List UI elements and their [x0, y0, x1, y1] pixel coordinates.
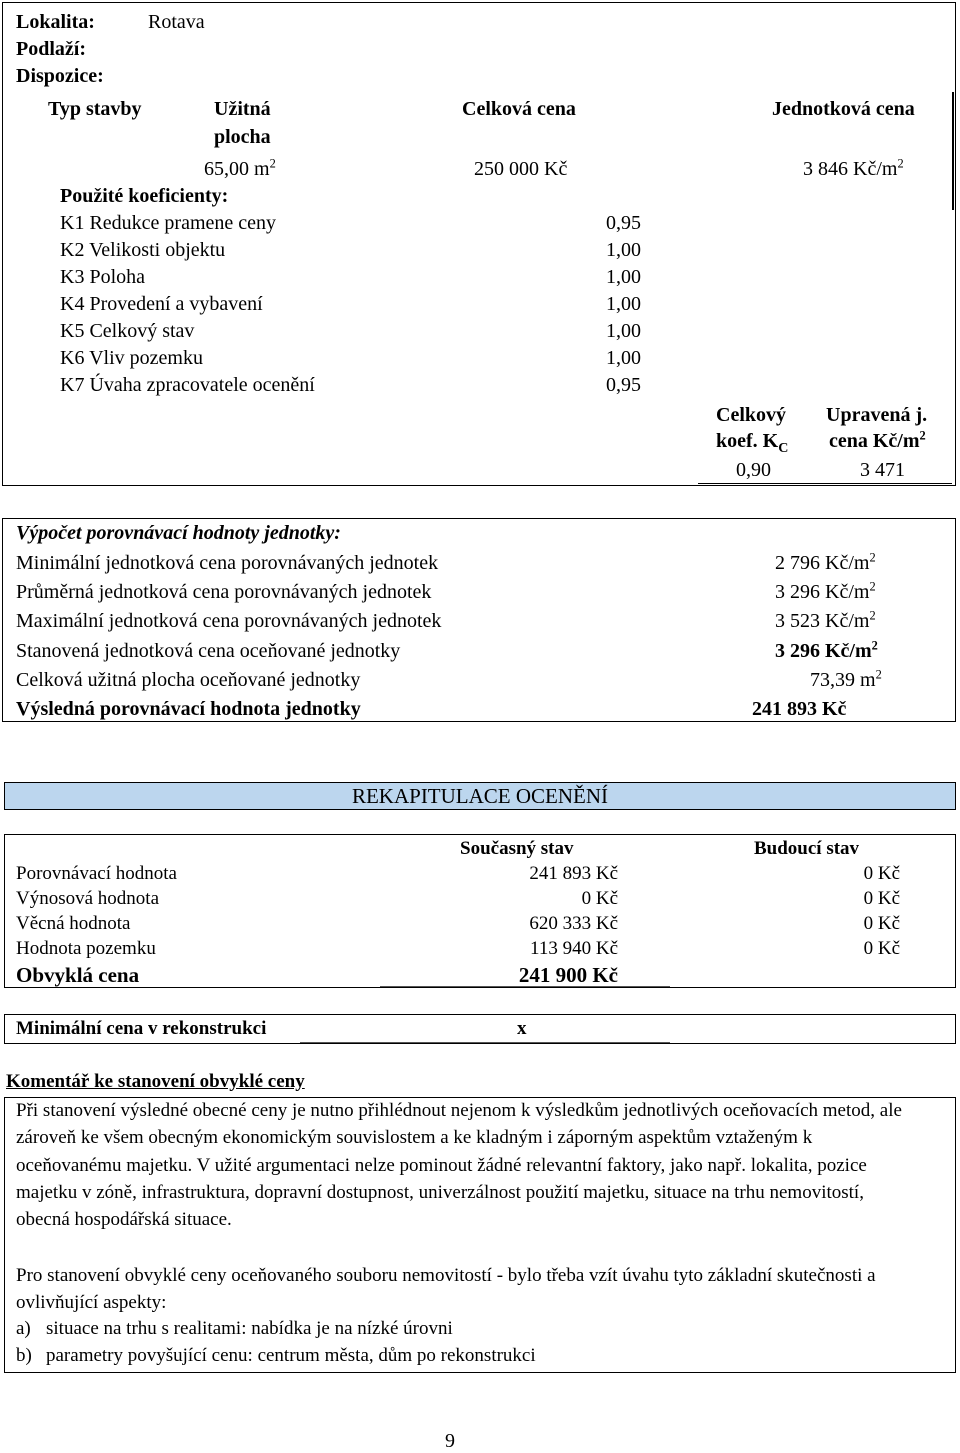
koef-label: K3 Poloha [60, 266, 145, 288]
rekap-row-soucasny: 241 893 Kč [529, 863, 618, 884]
vypocet-result-value: 241 893 Kč [752, 698, 847, 720]
upravena-cena-value: 3 471 [860, 459, 905, 481]
rekap-row-budouci: 0 Kč [863, 913, 900, 934]
vypocet-row-label: Celková užitná plocha oceňované jednotky [16, 669, 361, 691]
koef-value: 1,00 [606, 266, 641, 288]
rekap-row-label: Hodnota pozemku [16, 938, 156, 959]
koef-label: K5 Celkový stav [60, 320, 195, 342]
podlazi-label: Podlaží: [16, 38, 86, 60]
koef-label: K6 Vliv pozemku [60, 347, 203, 369]
upravena-cena-header-line2: cena $Kč/m^2$ [829, 428, 926, 452]
upravena-underline [698, 483, 952, 484]
col-uzitna-plocha-line1: Užitná [214, 98, 271, 120]
page-number: 9 [445, 1430, 455, 1452]
vypocet-row-label: Minimální jednotková cena porovnávaných jednotek [16, 552, 439, 574]
komentar-item-a: situace na trhu s realitami: nabídka je na nízké úrovni [46, 1318, 453, 1339]
koef-label: K4 Provedení a vybavení [60, 293, 263, 315]
koef-value: 1,00 [606, 347, 641, 369]
vypocet-row-label: Průměrná jednotková cena porovnávaných jednotek [16, 581, 432, 603]
col-typ-stavby: Typ stavby [48, 98, 142, 120]
rekap-row-soucasny: 113 940 Kč [530, 938, 618, 959]
minimalni-cena-value: x [517, 1018, 527, 1039]
rekap-row-label: Věcná hodnota [16, 913, 131, 934]
col-uzitna-plocha-line2: plocha [214, 126, 271, 148]
celkovy-koef-value: 0,90 [736, 459, 771, 481]
rekap-row-budouci: 0 Kč [863, 888, 900, 909]
lokalita-value: Rotava [148, 11, 205, 33]
col-budouci-stav: Budoucí stav [754, 838, 860, 859]
vypocet-row-value: 2 796 $Kč/m^2$ [775, 550, 876, 574]
rekapitulace-title: REKAPITULACE OCENĚNÍ [351, 784, 609, 808]
koef-value: 1,00 [606, 320, 641, 342]
koef-label: K1 Redukce pramene ceny [60, 212, 277, 234]
rekap-row-label: Výnosová hodnota [16, 888, 160, 909]
komentar-paragraph-2: Pro stanovení obvyklé ceny oceňovaného souboru nemovitostí - bylo třeba vzít úvahu tyto základní skutečnosti a ovlivňující aspekty: [16, 1265, 876, 1314]
koeficienty-title: Použité koeficienty: [60, 185, 229, 207]
lokalita-label: Lokalita: [16, 11, 95, 33]
vypocet-row-value: 3 296 $Kč/m^2$ [775, 638, 878, 662]
upravena-cena-header-line1: Upravená j. [826, 404, 928, 426]
dispozice-label: Dispozice: [16, 65, 104, 87]
minimalni-cena-label: Minimální cena v rekonstrukci [16, 1018, 267, 1039]
vypocet-row-value: 73,39 $m^2$ [810, 667, 882, 691]
rekap-row-soucasny: 0 Kč [581, 888, 618, 909]
celkova-cena-value: 250 000 Kč [474, 158, 568, 180]
komentar-item-a-marker: a) [16, 1318, 31, 1339]
rekap-row-budouci: 0 Kč [863, 863, 900, 884]
komentar-paragraph-1: Při stanovení výsledné obecné ceny je nutno přihlédnout nejenom k výsledkům jednotlivých oceňovacích metod, ale zároveň ke všem obecným ekonomickým souvislostem a ke kladným i záporným aspektům vztaženým k oceňovanému majetku. V užité argumentaci nelze pominout žádné relevantní faktory, jako např. lokalita, pozice majetku v zóně, infrastruktura, dopravní dostupnost, univerzálnost použití majetku, situace na trhu nemovitostí, obecná hospodářská situace. [16, 1100, 902, 1231]
top-right-border-accent [952, 92, 954, 210]
vypocet-title: Výpočet porovnávací hodnoty jednotky: [16, 522, 341, 544]
rekap-row-label: Porovnávací hodnota [16, 863, 177, 884]
vypocet-result-label: Výsledná porovnávací hodnota jednotky [16, 698, 361, 720]
koef-label: K7 Úvaha zpracovatele ocenění [60, 374, 315, 396]
jednotkova-cena-value: 3 846 $Kč/m^2$ [803, 156, 904, 180]
minimalni-bottom-line [300, 1042, 670, 1043]
vypocet-row-label: Maximální jednotková cena porovnávaných jednotek [16, 610, 442, 632]
obvykla-cena-value: 241 900 Kč [518, 963, 618, 987]
col-soucasny-stav: Současný stav [460, 838, 574, 859]
koef-label: K2 Velikosti objektu [60, 239, 226, 261]
komentar-title: Komentář ke stanovení obvyklé ceny [6, 1071, 305, 1092]
koef-value: 0,95 [606, 212, 641, 234]
vypocet-row-value: 3 523 $Kč/m^2$ [775, 608, 876, 632]
vypocet-row-value: 3 296 $Kč/m^2$ [775, 579, 876, 603]
koef-value: 1,00 [606, 293, 641, 315]
koef-value: 1,00 [606, 239, 641, 261]
rekap-row-soucasny: 620 333 Kč [529, 913, 618, 934]
vypocet-row-label: Stanovená jednotková cena oceňované jednotky [16, 640, 401, 662]
col-celkova-cena: Celková cena [462, 98, 576, 120]
celkovy-koef-header-line2: koef. $K_C$ [716, 430, 789, 456]
komentar-item-b: parametry povyšující cenu: centrum města, dům po rekonstrukci [46, 1345, 536, 1366]
rekap-row-budouci: 0 Kč [863, 938, 900, 959]
obvykla-cena-label: Obvyklá cena [16, 963, 140, 987]
plocha-value: 65,00 $m^2$ [204, 156, 276, 180]
komentar-item-b-marker: b) [16, 1345, 32, 1366]
celkovy-koef-header-line1: Celkový [716, 404, 786, 426]
koef-value: 0,95 [606, 374, 641, 396]
col-jednotkova-cena: Jednotková cena [772, 98, 915, 120]
